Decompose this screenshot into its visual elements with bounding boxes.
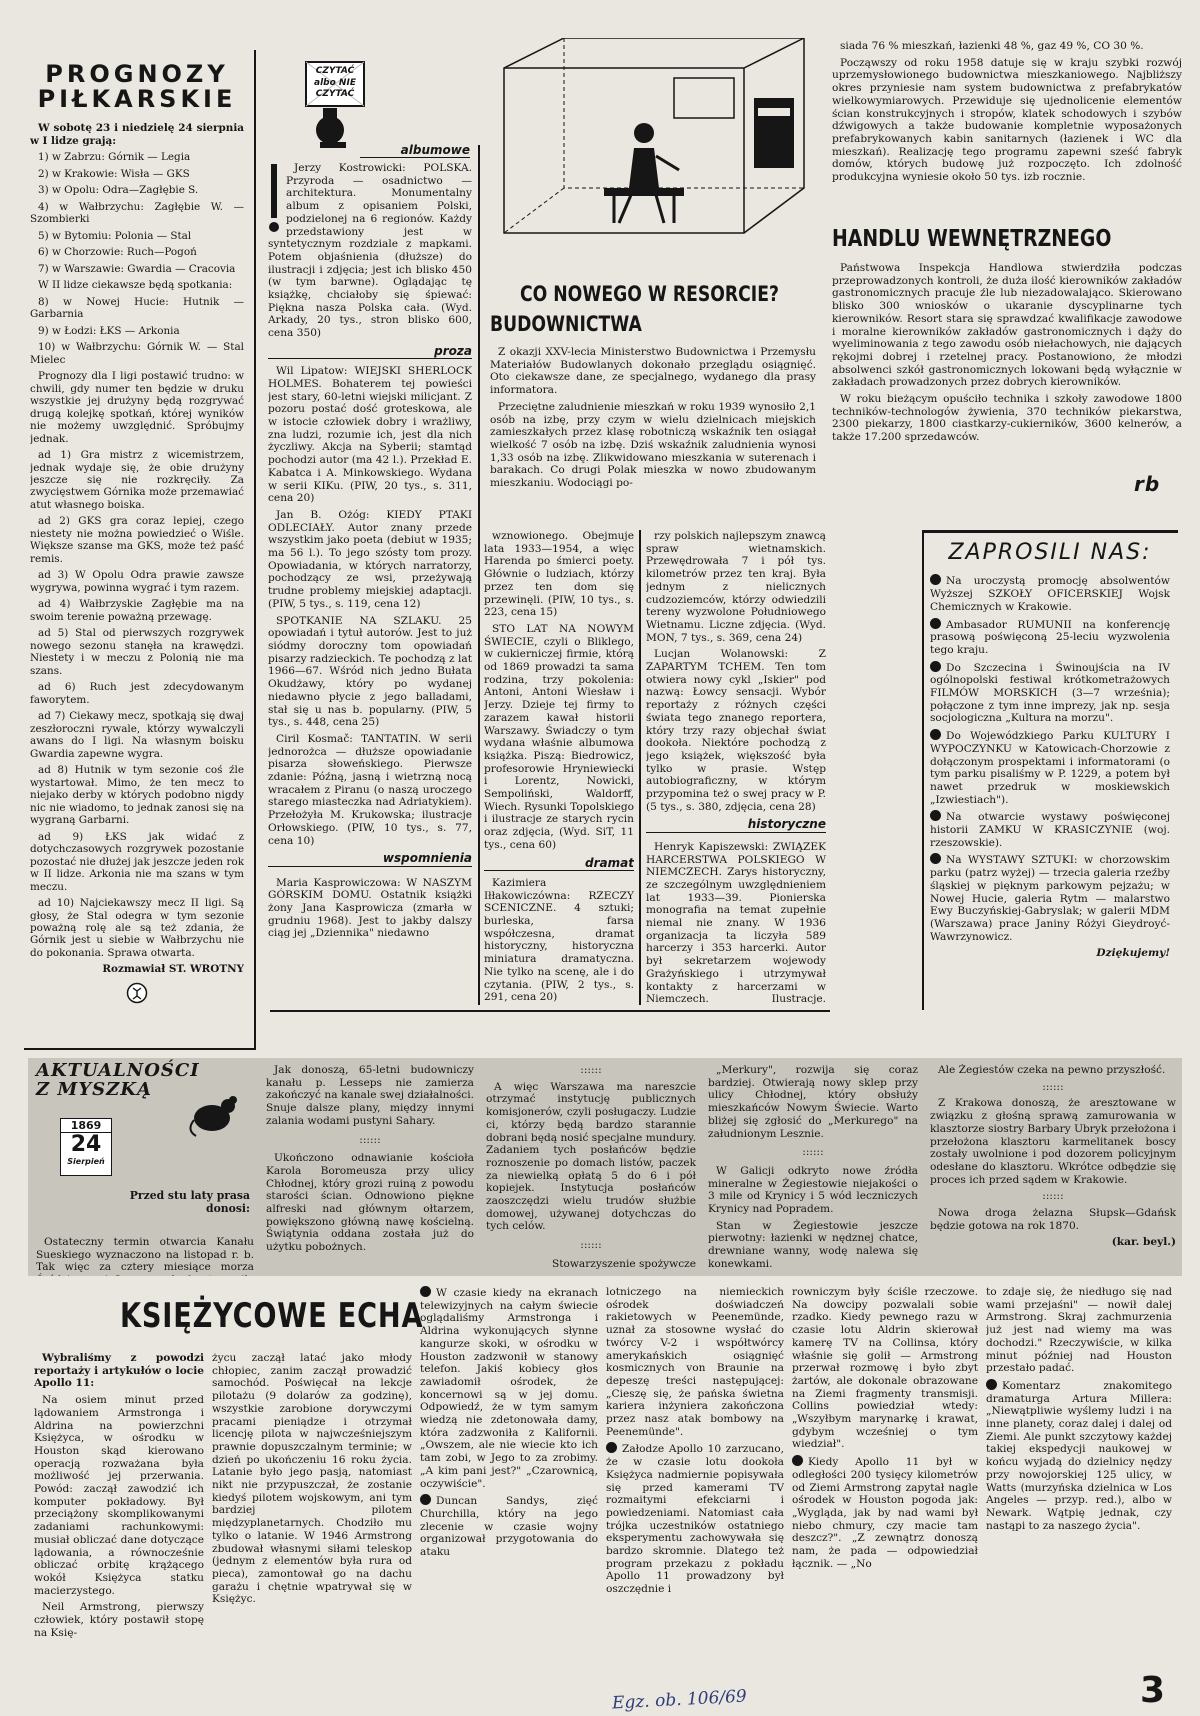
- handel-signature: rb: [1134, 472, 1161, 496]
- prognozy-paragraph: 9) w Łodzi: ŁKS — Arkonia: [38, 324, 180, 337]
- ksiezycowe-paragraph: lotniczego na niemieckich ośrodek doświadczeń rakietowych w Peenemünde, uznał za stosowne wysłać do twórcy V-2 i współtwórcy amerykańskich osiągnięć kosmicznych von Braunie na depeszę treści następującej: „Cieszę się, że pańska świetna kariera inżyniera zakończona przez nasz atak bombowy na Peenemünde".: [606, 1286, 784, 1438]
- review-item: wznowionego. Obejmuje lata 1933—1954, a więc Harenda po śmierci poety. Głównie o ludziach, którzy przez ten dom się przewinęli. (PIW, 10 tys., s. 223, cena 15): [484, 530, 634, 619]
- czytac-col-3: [646, 530, 826, 1006]
- prognozy-paragraph: 5) w Bytomiu: Polonia — Stal: [38, 229, 192, 242]
- review-item: rzy polskich najlepszym znawcą spraw wietnamskich. Przewędrowała 7 i pół tys. kilometrów przez ten kraj. Była jednym z nielicznych cudzoziemców, którzy odwiedzili tereny wyzwolone Południowego Wietnamu. Liczne zdjęcia. (Wyd. MON, 7 tys., s. 369, cena 24): [646, 530, 826, 644]
- bullet-icon: [606, 1442, 617, 1453]
- prognozy-paragraph: ad 2) GKS gra coraz lepiej, czego niestety nie można powiedzieć o Wiśle. Większe szanse ma GKS, może też paść remis.: [30, 515, 244, 565]
- zaprosili-title: ZAPROSILI NAS:: [948, 540, 1152, 565]
- ksiezycowe-paragraph: W czasie kiedy na ekranach telewizyjnych na całym świecie oglądaliśmy Armstronga i Aldrina wykonujących słynne kangurze skoki, w ośrodku w Houston zadzwonił w stanowy telefon. Jakiś kobiecy głos zawiadomił ośrodek, że koncernowi są w jej domu. Odpowiedź, że w tym samym wiedzą nie zdetonowała damy, która zadzwoniła z Kalifornii. „Owszem, ale nie wiecie kto ich tam zobi, w Jego to za zrobimy. „A kim pani jest?" „Czarownicą, oczywiście".: [420, 1287, 598, 1490]
- zaprosili-item: Na otwarcie wystawy poświęconej historii ZAMKU W KRASICZYNIE (woj. rzeszowskie).: [930, 811, 1170, 849]
- zaprosili-body: [930, 540, 1170, 1008]
- separator: ::::::: [580, 1064, 602, 1076]
- handel-paragraph: W roku bieżącym opuściło technika i szkoły zawodowe 1800 techników-technologów żywienia, 370 techników piekarstwa, 2300 piekarzy, 1800 ciastkarzy-cukierników, 3600 kelnerów, a także 17.200 sprzedawców.: [832, 393, 1182, 444]
- zaprosili-item: Na WYSTAWY SZTUKI: w chorzowskim parku (patrz wyżej) — trzecia galeria rzeźby śląskiej w pięknym parkowym pejzażu; w Nowej Hucie, galeria Rytm — malarstwo Ewy Buczyńskiej-Gabryslak; w galerii MDM (Warszawa) prace Janiny Różyi Gieydroyć-Wawrzynowicz.: [930, 854, 1170, 943]
- prognozy-paragraph: ad 7) Ciekawy mecz, spotkają się dwaj zeszłoroczni rywale, którzy wywalczyli awans do I ligi. Na własnym boisku Gwardia zapewne wygra.: [30, 710, 244, 760]
- aktualnosci-date: [60, 1118, 112, 1176]
- aktualnosci-col-2: [486, 1064, 696, 1274]
- separator: ::::::: [1042, 1080, 1064, 1093]
- budownictwo-headline: CO NOWEGO W RESORCIE?: [520, 282, 779, 306]
- separator: ::::::: [580, 1239, 602, 1252]
- review-item: Wil Lipatow: WIEJSKI SHERLOCK HOLMES. Bohaterem tej powieści jest stary, 60-letni wiejski milicjant. Z pozoru postać dość groteskowa, ale w istocie człowiek dobry i wrażliwy, zna ludzi, rozumie ich, jest dla nich życzliwy. Akcja na Syberii; stamtąd pochodzi autor (ma 42 l.). Przekład E. Kabatca i A. Minkowskiego. Wydana w serii KIKu. (PIW, 20 tys., s. 311, cena 20): [268, 365, 472, 505]
- mouse-icon: [186, 1090, 246, 1138]
- aktualnosci-logo-text: AKTUALNOŚCI Z MYSZKĄ: [36, 1060, 200, 1100]
- bullet-icon: [930, 618, 941, 629]
- prognozy-paragraph: 2) w Krakowie: Wisła — GKS: [38, 167, 190, 180]
- category-historyczne: historyczne: [646, 817, 826, 832]
- aktual-item-krakow: Z Krakowa donoszą, że aresztowane w związku z głośną sprawą zamurowania w klasztorze siostry Barbary Ubryk przełożona i przełożona klasztoru karmelitanek boscy zostały uwolnione i pod dozorem policyjnym odesłane do klasztoru. Wkrótce odbędzie się proces ich przed sądem w Krakowie.: [930, 1097, 1176, 1186]
- review-item: Henryk Kapiszewski: ZWIĄZEK HARCERSTWA POLSKIEGO W NIEMCZECH. Zarys historyczny, ze szczególnym uwzględnieniem lat 1933—39. Pionierska monografia na temat zupełnie niemal nie znany. W 1936 organizacja ta liczyła 589 harcerzy i 353 harcerki. Autor był sekretarzem wojewody Grażyńskiego i utrzymywał kontakty z harcerzami w Niemczech. Ilustracje.: [646, 840, 826, 1006]
- separator: ::::::: [1042, 1190, 1064, 1203]
- budownictwo-paragraph: Przeciętne zaludnienie mieszkań w roku 1939 wynosiło 2,1 osób na izbę, przy czym w wielu dzielnicach miejskich zamieszkałych przez klasę robotniczą wskaźnik ten osiągał wielkość 7 osób na izbę. Dziś wskaźnik zaludnienia wynosi 1,33 osób na izbę. Zlikwidowano mieszkania w suterenach i barakach. Co drugi Polak mieszka w nowo zbudowanym mieszkaniu. Wodociągi po-: [490, 400, 816, 490]
- bullet-icon: [420, 1286, 431, 1297]
- prognozy-paragraph: 3) w Opolu: Odra—Zagłębie S.: [38, 184, 199, 197]
- aktual-item-lesseps: Jak donoszą, 65-letni budowniczy kanału p. Lesseps nie zamierza zakończyć na kanale swej działalności. Snuje dalsze plany, między innymi zalania wodami pustyni Sahary.: [266, 1064, 474, 1127]
- review-item: Kazimiera Iłłakowiczówna: RZECZY SCENICZNE. 4 sztuki; burleska, farsa współczesna, dramat historyczny, historyczna miniatura dramatyczna. Nie tylko na scenę, ale i do czytania. (PIW, 2 tys., s. 291, cena 20): [484, 876, 634, 1004]
- category-proza: proza: [268, 344, 472, 359]
- prognozy-article: [30, 62, 244, 1046]
- budownictwo-paragraph: Z okazji XXV-lecia Ministerstwo Budownictwa i Przemysłu Materiałów Budowlanych dokonało przeglądu osiągnięć. Oto ciekawsze dane, ze specjalnego, wydanego dla prasy informatora.: [490, 346, 816, 397]
- page-number: 3: [1140, 1670, 1166, 1711]
- review-item: Lucjan Wolanowski: Z ZAPARTYM TCHEM. Ten tom otwiera nowy cykl „Iskier" pod nazwą: Łowcy sensacji. Wybór reportaży z różnych części świata tego znanego reportera, który trzy razy objechał świat dookoła. Niektóre pochodzą z jego książek, większość była tylko w prasie. Wstęp autobiograficzny, w którym przypomina też o swej pracy w P. (5 tys., s. 380, zdjęcia, cena 28): [646, 648, 826, 813]
- ksiezycowe-paragraph: Wybraliśmy z powodzi reportaży i artykułów o locie Apollo 11:: [34, 1352, 204, 1390]
- czytac-bottom-rule: [270, 1010, 830, 1012]
- handel-paragraph: Państwowa Inspekcja Handlowa stwierdziła podczas przeprowadzonych kontroli, że duża ilość kierowników zakładów gastronomicznych pracuje źle lub niezadowalająco. Skierowano blisko 300 wniosków o ukaranie dyscyplinarne tych kierowników. Resort stara się sprawdzać kwalifikacje zawodowe i moralne kierowników zakładów gastronomicznych i dąży do wyeliminowania z tego zawodu osób niełachowych, nie dających rękojmi dobrej i rzetelnej pracy. Postanowiono, że młodzi absolwenci szkół gastronomicznych lokowani będą wyłącznie w zakładach prowadzonych przez dobrych kierowników.: [832, 262, 1182, 389]
- prognozy-paragraph: ad 5) Stal od pierwszych rozgrywek nowego sezonu stanęła na krawędzi. Niestety i w meczu z Polonią nie ma szans.: [30, 627, 244, 677]
- prognozy-paragraph: Prognozy dla I ligi postawić trudno: w chwili, gdy numer ten będzie w druku wszystkie jej drużyny będą rozgrywać drugą kolejkę spotkań, której wyników nie możemy uwzględnić. Spróbujmy jednak.: [30, 370, 244, 445]
- date-day: 24: [70, 1132, 102, 1157]
- prognozy-paragraph: W II lidze ciekawsze będą spotkania:: [38, 279, 233, 292]
- prognozy-paragraph: 6) w Chorzowie: Ruch—Pogoń: [38, 246, 197, 259]
- budownictwo-illustration: [484, 38, 814, 258]
- czytac-col-2: [484, 530, 634, 1006]
- czytac-divider-2: [639, 530, 641, 1005]
- date-month: Sierpień: [67, 1157, 105, 1167]
- ksiezycowe-paragraph: Na osiem minut przed lądowaniem Armstronga i Aldrina na powierzchni Księżyca, w ośrodku w Houston skąd kierowano operacją rozważana była możliwość jej przerwania. Powód: zaczął zawodzić ich komputer pokładowy. Był przeciążony skomplikowanymi zadaniami rachunkowymi: musiał obliczać dane dotyczące lądowania, a równocześnie obliczać orbitę krążącego wokół Księżyca statku macierzystego.: [34, 1394, 204, 1597]
- bullet-icon: [930, 729, 941, 740]
- aktualnosci-col-4: [930, 1064, 1176, 1274]
- prognozy-title: PROGNOZY PIŁKARSKIE: [37, 62, 237, 114]
- prognozy-paragraph: 8) w Nowej Hucie: Hutnik — Garbarnia: [30, 295, 244, 321]
- prognozy-paragraph: 7) w Warszawie: Gwardia — Cracovia: [38, 262, 236, 275]
- prognozy-paragraph: ad 1) Gra mistrz z wicemistrzem, jednak wydaje się, że obie drużyny jeszcze się nie rozkręciły. Za zwycięstwem Górnika może przemawiać atut własnego boiska.: [30, 449, 244, 511]
- exclamation-icon: [268, 164, 280, 234]
- ksiezycowe-col-1: [212, 1352, 412, 1692]
- review-item: Jan B. Ożóg: KIEDY PTAKI ODLECIAŁY. Autor znany przede wszystkim jako poeta (debiut w 1935; ma 56 l.). To jego szósty tom prozy. Opowiadania, w których narratorzy, pochodzący ze wsi, przeżywają trudne problemy miejskiej adaptacji. (PIW, 5 tys., s. 119, cena 12): [268, 508, 472, 610]
- prognozy-paragraph: ad 10) Najciekawszy mecz II ligi. Są głosy, że Stal odegra w tym sezonie poważną rolę ale są też zdania, że Górnik jest u siebie w Wałbrzychu nie do pokonania. Sprawa otwarta.: [30, 897, 244, 959]
- prognozy-paragraph: ad 9) ŁKS jak widać z dotychczasowych rozgrywek pozostanie pozostać nie dłużej jak jeszcze jeden rok w II lidze. Arkonia nie ma szans w tym meczu.: [30, 830, 244, 893]
- czytac-divider-1: [478, 145, 480, 1005]
- category-albumowe: albumowe: [360, 143, 470, 158]
- ksiezycowe-col-3: [606, 1286, 784, 1692]
- ksiezycowe-paragraph: Komentarz znakomitego dramaturga Artura Millera: „Niewątpliwie wyślemy ludzi i na inne planety, coraz dalej i dalej od Ziemi. Ale punkt szczytowy każdej takiej ekspedycji naukowej w końcu wyjadą do dzielnicy nędzy przy nowojorskiej 125 ulicy, w Watts (murzyńska dzielnica w Los Angeles — przyp. red.), albo w Newark. Wątpię jednak, czy nastąpi to za naszego życia".: [986, 1379, 1172, 1532]
- ksiezycowe-paragraph: życu zaczął latać jako młody chłopiec, zanim zaczął prowadzić samochód. Poświęcał na lekcje pilotażu (9 dolarów za godzinę), wszystkie zarobione dorywczymi pracami pieniądze i otrzymał licencję pilota w najwcześniejszym prawnie dopuszczalnym terminie; w dzień po ukończeniu 16 roku życia. Latanie było jego pasją, natomiast nikt nie przypuszczał, że zostanie kiedyś pilotem wojskowym, ani tym bardziej pilotem międzyplanetarnych. Chodziło mu tylko o latanie. W 1946 Armstrong zbudował własnymi siłami teleskop (jednym z elementów była rura od pieca), zamontował go na dachu garażu i chętnie wpatrywał się w Księżyc.: [212, 1352, 412, 1606]
- prognozy-paragraph: ad 8) Hutnik w tym sezonie coś źle wystartował. Mimo, że ten mecz to niejako derby w których podobno nigdy nic nie wiadomo, to jednak zanosi się na wygraną Garbarni.: [30, 764, 244, 827]
- review-item: Maria Kasprowiczowa: W NASZYM GÓRSKIM DOMU. Ostatnik książki żony Jana Kasprowicza (zmarła w grudniu 1968). Jest to jakby dalszy ciąg jej „Dziennika" niedawno: [268, 876, 472, 940]
- aktual-item-zegiestow: Stan w Żegiestowie jeszcze pierwotny: łazienki w nędznej chatce, drewniane wanny, wodę nalewa się konewkami.: [708, 1219, 918, 1270]
- prognozy-paragraph: W sobotę 23 i niedzielę 24 sierpnia w I lidze grają:: [30, 122, 244, 147]
- handel-body: [832, 262, 1182, 472]
- ksiezycowe-col-2: [420, 1286, 598, 1692]
- review-item: Ciril Kosmač: TANTATIN. W serii jednorożca — dłuższe opowiadanie pisarza słoweńskiego. Pierwsze zdanie: Późną, jasną i wietrzną nocą wracałem z Piranu (o naszą uroczego starego miasteczka nad Adriatykiem). Przełożyła M. Krukowska; ilustracje Orłowskiego. (PIW, 10 tys., s. 77, cena 10): [268, 732, 472, 847]
- ksiezycowe-paragraph: Duncan Sandys, zięć Churchilla, który na jego zlecenie w czasie wojny organizował przygotowania do ataku: [420, 1495, 598, 1559]
- prognozy-paragraph: ad 3) W Opolu Odra prawie zawsze wygrywa, powinna wygrać i tym razem.: [30, 569, 244, 594]
- prognozy-paragraph: 10) w Wałbrzychu: Górnik W. — Stal Mielec: [30, 341, 244, 366]
- czytac-logo-text: CZYTAĆ albo NIE CZYTAĆ: [314, 66, 356, 100]
- ksiezycowe-headline: KSIĘŻYCOWE ECHA: [120, 1296, 424, 1336]
- aktual-item-stowarzyszenie: Stowarzyszenie spożywcze: [551, 1257, 696, 1270]
- review-item: Jerzy Kostrowicki: POLSKA. Przyroda — osadnictwo — architektura. Monumentalny album z opisaniem Polski, podzielonej na 6 regionów. Każdy przedstawiony jest w syntetycznym rozdziale z mapkami. Potem objaśnienia (dłuższe) do ilustracji i zdjęcia; jest ich blisko 450 (w tym barwne). Oglądając tę książkę, chciałoby się śpiewać: Piękna nasza Polska cała. (Wyd. Arkady, 20 tys., stron blisko 600, cena 350): [268, 162, 472, 340]
- budownictwo-col-right: [832, 40, 1182, 218]
- aktualnosci-intro: Przed stu laty prasa donosi:: [129, 1190, 250, 1215]
- bullet-icon: [420, 1494, 431, 1505]
- zaprosili-item: Ambasador RUMUNII na konferencję prasową poświęconą 25-leciu wyzwolenia tego kraju.: [930, 618, 1170, 656]
- bullet-icon: [930, 574, 941, 585]
- handel-headline: HANDLU WEWNĘTRZNEGO: [832, 226, 1112, 252]
- aktual-item-przyszlosc: Ale Żegiestów czeka na pewno przyszłość.: [938, 1064, 1166, 1076]
- aktual-item-merkury: „Merkury", rozwija się coraz bardziej. Otwierają nowy sklep przy ulicy Chłodnej, który obsłuży mieszkańców Nowym Świecie. Warto bliżej się zgłosić do „Merkurego" na załudnionym Lesznie.: [708, 1064, 918, 1140]
- ksiezycowe-col-5: [986, 1286, 1172, 1686]
- prognozy-paragraph: 1) w Zabrzu: Górnik — Legia: [38, 151, 191, 164]
- zaprosili-item: Na uroczystą promocję absolwentów Wyższej SZKOŁY OFICERSKIEJ Wojsk Chemicznych w Krakowie.: [930, 575, 1170, 613]
- category-dramat: dramat: [484, 856, 634, 871]
- category-wspomnienia: wspomnienia: [268, 851, 472, 866]
- budownictwo-paragraph: Począwszy od roku 1958 datuje się w kraju szybki rozwój uprzemysłowionego budownictwa mieszkaniowego. Najbliższy okres przyniesie nam system budownictwa z prefabrykatów wielkowymiarowych. Przewiduje się ujednolicenie elementów ścian konstrukcyjnych i stropów, klatek schodowych i szybów dźwigowych a także budowanie kompletnie wyposażonych prefabrykowanych kabin sanitarnych (łazienek i WC dla mieszkań). Realizację tego programu zapewni sześć fabryk domów, których budowę już rozpoczęto. Ich zdolność produkcyjna wyniesie około 50 tys. izb rocznie.: [832, 56, 1182, 184]
- budownictwo-paragraph: siada 76 % mieszkań, łazienki 48 %, gaz 49 %, CO 30 %.: [840, 40, 1144, 52]
- aktualnosci-col-0: Ostateczny termin otwarcia Kanału Sueskiego wyznaczono na listopad r. b. Tak więc za cztery miesiące morza: [36, 1236, 254, 1274]
- bullet-icon: [792, 1455, 803, 1466]
- separator: ::::::: [802, 1146, 824, 1159]
- aktualnosci-col-3: [708, 1064, 918, 1274]
- ksiezycowe-paragraph: to zdaje się, że niedługo się nad wami przejaśni" — nowił dalej Armstrong. Skraj zachmurzenia już jest nad wiemy ma was dochodzi." Rzeczywiście, w kilka minut później nad Houston przestało padać.: [986, 1286, 1172, 1375]
- aktual-item-kosciol: Ukończono odnawianie kościoła Karola Boromeusza przy ulicy Chłodnej, który grozi ruiną z powodu starości ścian. Odnowiono piękne alfreski nad głównym ołtarzem, powiększono główną nawę kościelną. Świątynia oddana została już do użytku pobożnych.: [266, 1152, 474, 1254]
- prognozy-paragraph: ad 4) Wałbrzyskie Zagłębie ma na swoim terenie poważną przewagę.: [30, 598, 244, 623]
- aktualnosci-col-1: [266, 1064, 474, 1274]
- aktual-item-kolej: Nowa droga żelazna Słupsk—Gdańsk będzie gotowa na rok 1870.: [930, 1207, 1176, 1232]
- budownictwo-body: [490, 346, 816, 516]
- prognozy-body: [30, 122, 244, 976]
- ksiezycowe-paragraph: rowniczym były ściśle rzeczowe. Na dowcipy pozwalali sobie rzadko. Kiedy pewnego razu w czasie lotu Aldrin skierował kamerę TV na Collinsa, który właśnie się golił — Armstrong przerwał rozmowę i było zbyt żartów, ale dokonale obrazowane na Ziemi fragmenty transmisji. Collins powiedział wtedy: „Wszyłbym marynarkę i krawat, gdybym wcześniej o tym wiedział".: [792, 1286, 978, 1451]
- bullet-icon: [930, 661, 941, 672]
- bullet-icon: [930, 810, 941, 821]
- ksiezycowe-paragraph: Neil Armstrong, pierwszy człowiek, który postawił stopę na Księ-: [34, 1601, 204, 1639]
- ksiezycowe-col-4: [792, 1286, 978, 1692]
- prognozy-paragraph: 4) w Wałbrzychu: Zagłębie W. — Szombierki: [30, 200, 244, 226]
- date-year: 1869: [61, 1119, 111, 1133]
- ksiezycowe-paragraph: Kiedy Apollo 11 był w odległości 200 tysięcy kilometrów od Ziemi Armstrong zapytał nagle ośrodek w Houston pogoda jak: „Wygląda, jak by nad wami był niebo chmury, czy macie tam deszcz?". „Z zewnątrz donoszą nam, że pada — odpowiedział łącznik. — „No: [792, 1456, 978, 1570]
- ksiezycowe-paragraph: Załodze Apollo 10 zarzucano, że w czasie lotu dookoła Księżyca nadmiernie popisywała się przed kamerami TV rozmaitymi efekciarni i powiedzeniami. Natomiast cała trójka uczestników ostatniego eksperymentu zachowywała się bardzo skromnie. Dlatego też program przekazu z pokładu Apollo 11 prowadzony był oszczędnie i: [606, 1443, 784, 1596]
- football-icon: [126, 982, 148, 1004]
- separator: ::::::: [359, 1133, 381, 1146]
- bullet-icon: [930, 853, 941, 864]
- ksiezycowe-col-0: [34, 1352, 204, 1692]
- zaprosili-thanks: Dziękujemy!: [1096, 947, 1170, 960]
- aktual-item-komisjonerzy: A więc Warszawa ma nareszcie otrzymać instytucję publicznych komisjonerów, czyli posługaczy. Ludzie ci, którzy będą bardzo starannie dobrani będą nosić specjalne mundury. Zadaniem tych posłańców będzie roznoszenie po domach listów, paczek za niewielką opłatą 5 do 6 i pół kopiejek. Instytucja posłańców zaoszczędzi wielu trudów służbie domowej, używanej dotychczas do tych celów.: [486, 1080, 696, 1233]
- aktual-item-galicja: W Galicji odkryto nowe źródła mineralne w Żegiestowie niejakości o 3 mile od Krynicy i 5 wód leczniczych Krynicy nad Popradem.: [708, 1164, 918, 1216]
- czytac-logo: [300, 58, 372, 150]
- zaprosili-item: Do Wojewódzkiego Parku KULTURY I WYPOCZYNKU w Katowicach-Chorzowie z dołączonym prospektami i informatorami (o tym parku pisaliśmy w P. 1229, a potem był nawet przedruk w moskiewskich „Izwiestiach").: [930, 730, 1170, 806]
- review-item: STO LAT NA NOWYM ŚWIECIE, czyli o Bliklego, w cukierniczej firmie, którą od 1869 prowadzi ta sama rodzina, trzy pokolenia: Antoni, Antoni Wiesław i Jerzy. Dzieje tej firmy to zarazem kawał historii Warszawy. Świadczy o tym wydana właśnie albumowa książka. Piszą: Biedrowicz, profesorowie Hryniewiecki i Lorentz, Nowicki, Sempoliński, Waldorff, Wiech. Rysunki Topolskiego i ilustracje ze starych rycin oraz zdjęcia, (Wyd. SiT, 11 tys., cena 60): [484, 622, 634, 851]
- czytac-col-1: [268, 162, 472, 1004]
- archive-stamp: Egz. ob. 106/69: [611, 1686, 748, 1714]
- budownictwo-subhead: BUDOWNICTWA: [490, 312, 642, 336]
- prognozy-paragraph: Rozmawiał ST. WROTNY: [102, 963, 244, 976]
- zaprosili-item: Do Szczecina i Świnoujścia na IV ogólnopolski festiwal krótkometrażowych FILMÓW MORSKICH (3—7 września); połączone z tym inne imprezy, jak np. sesja socjologiczna „Kultura na morzu".: [930, 661, 1170, 725]
- review-item: SPOTKANIE NA SZLAKU. 25 opowiadań i tytuł autorów. Jest to już siódmy doroczny tom opowiadań pisarzy radzieckich. Te pochodzą z lat 1966—67. Wśród nich jedno Bułata Okudżawy, który po wydanej niedawno płycie z jego balladami, stał się u nas b. popularny. (PIW, 5 tys., s. 448, cena 25): [268, 614, 472, 729]
- bullet-icon: [986, 1379, 997, 1390]
- aktualnosci-signature: (kar. beyl.): [1111, 1236, 1176, 1249]
- prognozy-paragraph: ad 6) Ruch jest zdecydowanym faworytem.: [30, 681, 244, 706]
